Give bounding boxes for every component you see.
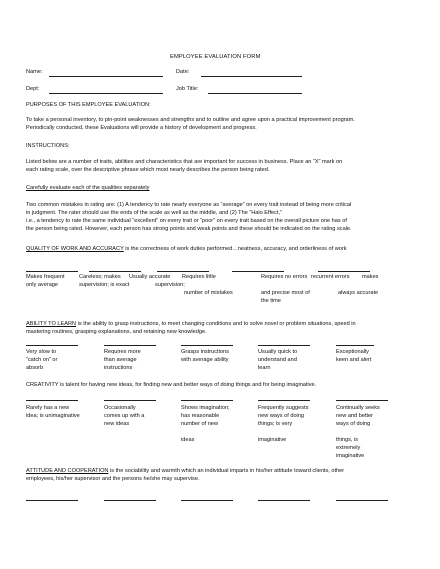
purposes-line: To take a personal inventory, to pin-point weaknesses and strengths and to outline and agree upon a practical improvement program. [26,117,355,123]
rating-blank[interactable] [157,271,209,272]
learn-heading: ABILITY TO LEARN [26,321,77,327]
quality-option [26,273,65,289]
learn-option [26,348,57,372]
option-line: extremely [336,445,361,451]
name-field[interactable] [49,76,163,77]
rating-blank[interactable] [26,500,78,501]
option-line: new ways of doing [258,413,305,419]
quality-description: is the correctness of work duties performed…neatness, accuracy, and orderliness of work [123,246,347,252]
option-line: imaginative [258,437,287,443]
rating-blank[interactable] [258,500,310,501]
creativity-heading: CREATIVITY [26,382,59,388]
quality-option [182,273,233,297]
option-line: new and better [336,413,374,419]
attitude-line: employees, his/her supervisor and the persons he/she may supervise. [26,476,200,482]
option-line: Occasionally [104,405,136,411]
option-line: things, is [336,437,359,443]
option-line: Requires little [182,274,216,280]
rating-blank[interactable] [26,271,78,272]
instructions-line: Listed below are a number of traits, abilities and characteristics that are important for success in business. Place an “X” mark on [26,159,343,165]
rating-blank[interactable] [258,400,310,401]
creativity-option [336,404,380,460]
rating-blank[interactable] [232,271,284,272]
attitude-description: is the sociability and warmth which an individual imparts in his/her attitude toward clients, other [108,468,345,474]
attitude-line [26,467,344,475]
job-title-label: Job Title: [176,86,199,92]
option-line: recurrent errors [311,274,350,280]
option-line: than average [104,357,137,363]
mistakes-line: the person being rated. However, each person has strong points and weak points and these should be indicated on the rating scale. [26,226,352,232]
dept-label: Dept: [26,86,40,92]
option-line: things; is very [258,421,293,427]
learn-option [258,348,297,372]
rating-blank[interactable] [336,345,374,346]
option-line: Shows imagination; [181,405,230,411]
option-line: Requires more [104,349,141,355]
option-line: Rarely has a new [26,405,70,411]
option-line: idea; is unimaginative [26,413,80,419]
instructions-line: each rating scale, over the descriptive phrase which most nearly describes the person being rated. [26,167,270,173]
purposes-line: Periodically conducted, these Evaluations will provide a history of development and progress. [26,125,257,131]
rating-blank[interactable] [181,345,233,346]
option-line: imaginative [336,453,365,459]
option-line [182,281,233,289]
learn-section-title [26,320,356,336]
mistakes-line: Two common mistakes in rating are: (1) A tendency to rate nearly everyone as “average” on every trait instead of being more critical [26,202,352,208]
option-line: makes [362,274,379,280]
option-line: supervision; is exact [79,282,130,288]
option-line: keen and alert [336,357,372,363]
careful-note: Carefully evaluate each of the qualities separately [26,185,150,191]
rating-blank[interactable] [181,500,233,501]
job-title-field[interactable] [208,93,302,94]
quality-option [362,273,378,281]
option-line: Usually quick to [258,349,298,355]
rating-blank[interactable] [318,271,370,272]
rating-blank[interactable] [26,400,78,401]
option-line: number of mistakes [184,290,233,296]
option-line [258,428,308,436]
option-line: Exceptionally [336,349,369,355]
option-line: Frequently suggests [258,405,309,411]
creativity-description: is talent for having new ideas, for finding new and better ways of doing things and for being imaginative. [58,382,317,388]
rating-blank[interactable] [104,400,156,401]
name-label: Name: [26,69,43,75]
option-line: learn [258,365,271,371]
attitude-section-title [26,467,344,483]
date-field[interactable] [201,76,302,77]
option-line [181,428,230,436]
option-line: comes up with a [104,413,145,419]
learn-line [26,320,356,328]
quality-option [261,273,310,305]
rating-blank[interactable] [104,345,156,346]
mistakes-line: in judgment. The rater should use the ends of the scale as well as the middle, and (2) The “Halo Effect,” [26,210,282,216]
option-line: has reasonable [181,413,220,419]
option-line [336,428,380,436]
attitude-heading: ATTITUDE AND COOPERATION [26,468,109,474]
option-line: new ideas [104,421,130,427]
learn-description: is the ability to grasp instructions, to meet changing conditions and to solve novel or problem situations, speed in [76,321,356,327]
option-line: Makes frequent [26,274,65,280]
mistakes-text [26,201,352,233]
option-line: absorb [26,365,44,371]
option-line: only average [26,282,59,288]
rating-blank[interactable] [258,345,310,346]
rating-blank[interactable] [104,500,156,501]
option-line: Careless; makes [79,274,121,280]
option-line: Usually accurate [129,274,171,280]
option-line: ideas [181,437,195,443]
learn-option [336,348,371,364]
rating-blank[interactable] [26,345,78,346]
instructions-text [26,158,342,174]
learn-line: mastering routines, grasping explanations, and retaining new knowledge. [26,329,207,335]
option-line: “catch on” or [26,357,58,363]
option-line: Continually seeks [336,405,380,411]
purposes-heading: PURPOSES OF THIS EMPLOYEE EVALUATION: [26,102,151,108]
option-line: always accurate [338,290,379,296]
quality-section-title [26,246,347,253]
rating-blank[interactable] [336,500,388,501]
purposes-text [26,116,355,132]
option-line: the time [261,298,281,304]
learn-option [181,348,229,364]
quality-option [129,273,185,289]
instructions-heading: INSTRUCTIONS: [26,143,70,149]
option-line [311,281,378,289]
rating-blank[interactable] [181,400,233,401]
option-line [261,281,310,289]
creativity-section-title [26,382,316,389]
date-label: Date: [176,69,190,75]
option-line: Grasps instructions [181,349,229,355]
option-line: number of new [181,421,219,427]
form-title: EMPLOYEE EVALUATION FORM [170,54,261,60]
quality-heading: QUALITY OF WORK AND ACCURACY [26,246,124,252]
option-line: understand and [258,357,297,363]
option-line: Requires no errors [261,274,308,280]
option-line: and precise most of [261,290,310,296]
mistakes-line: i.e., a tendency to rate the same individual “excellent” on every trait or “poor” on every trait based on the overall picture one has of [26,218,347,224]
option-line: Very slow to [26,349,57,355]
option-line: instructions [104,365,133,371]
dept-field[interactable] [49,93,163,94]
creativity-option [26,404,80,420]
creativity-option [258,404,308,444]
option-line: ways of doing [336,421,371,427]
creativity-option [104,404,144,428]
option-line: supervision; [155,282,185,288]
rating-blank[interactable] [336,400,388,401]
creativity-option [181,404,230,444]
rating-blank[interactable] [89,271,141,272]
learn-option [104,348,141,372]
quality-option [79,273,129,289]
option-line: with average ability [181,357,229,363]
